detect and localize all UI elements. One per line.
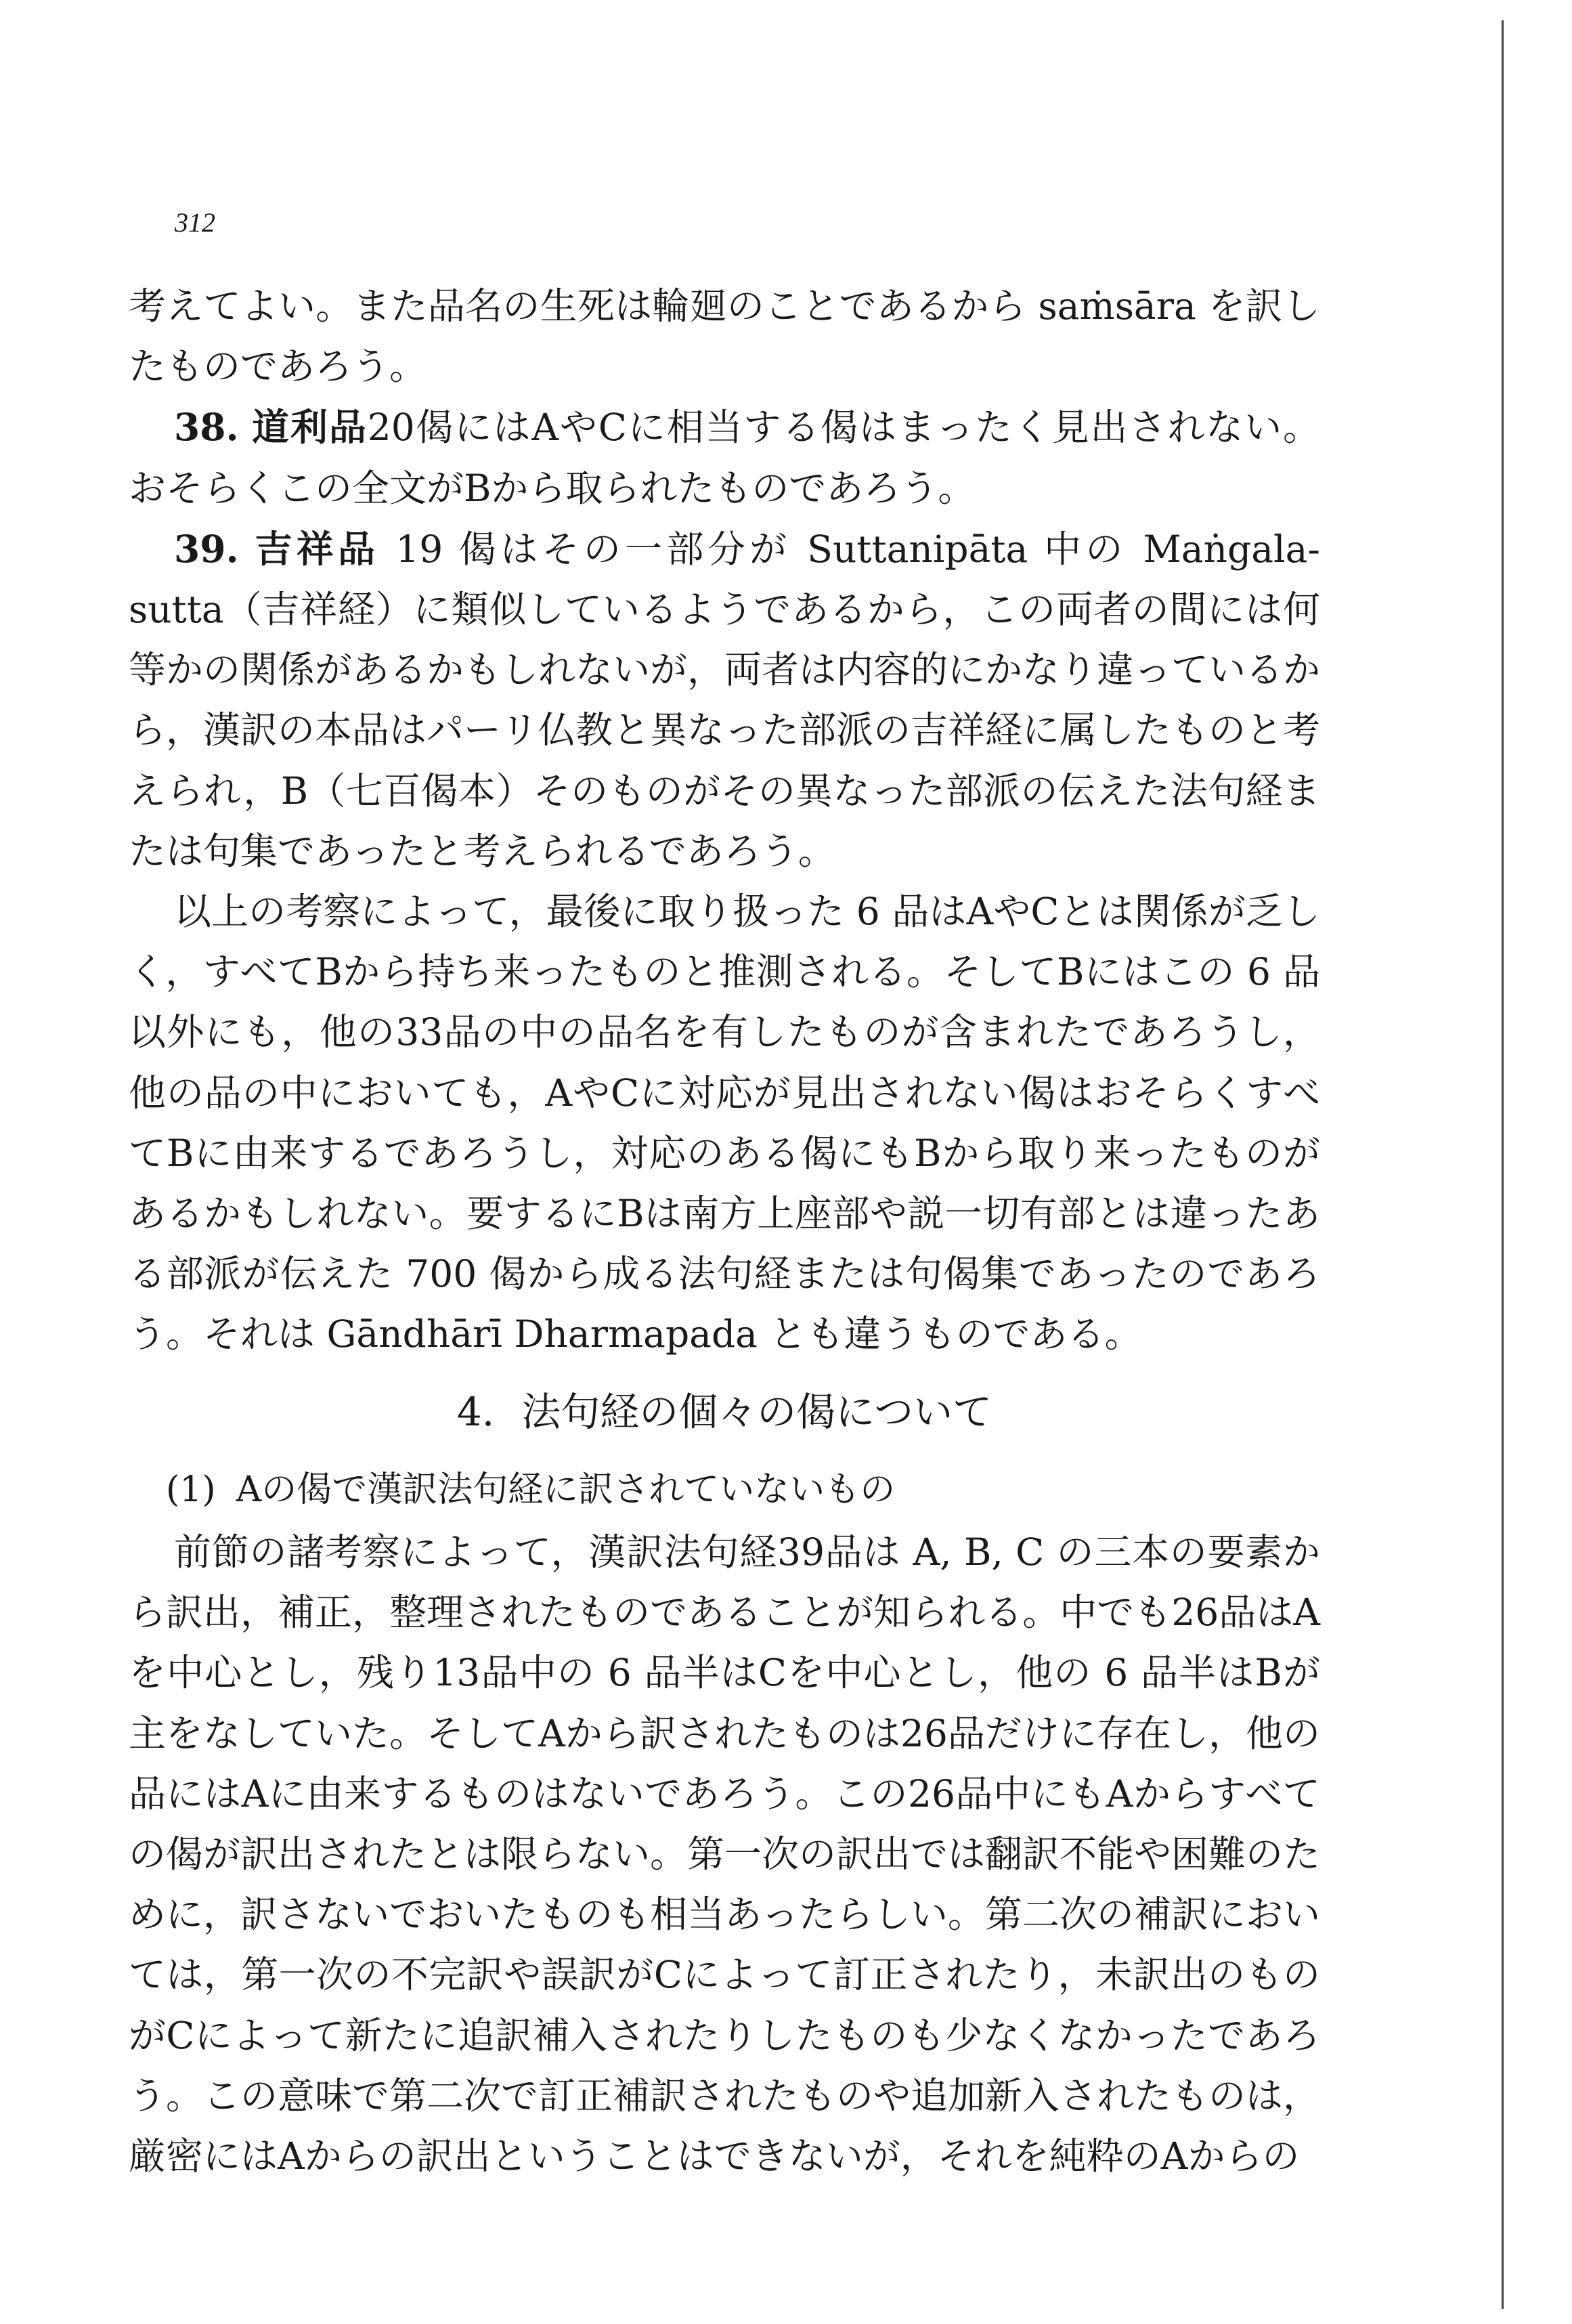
item-number: 38.: [174, 405, 239, 450]
paragraph-39: [129, 519, 1320, 882]
chapter-name: 道利品: [252, 405, 368, 450]
page-spine-line: [1502, 20, 1504, 2309]
subsection-title: Aの偈で漢訳法句経に訳されていないもの: [236, 1469, 896, 1510]
subsection-heading: [166, 1459, 895, 1520]
section-number: 4.: [456, 1389, 495, 1435]
body-text-top: [129, 276, 1320, 1365]
paragraph-38: [129, 397, 1320, 518]
paragraph-section-4: 前節の諸考察によって，漢訳法句経39品は A, B, C の三本の要素から訳出，補正，整理されたものであることが知られる。中でも26品はAを中心とし，残り13品中の 6 品半はCを中心とし，他の 6 品半はBが主をなしていた。そしてAから訳されたものは26品だけに存在し，他の品にはAに由来するものはないであろう。この26品中にもAからすべての偈が訳出されたとは限らない。第一次の訳出では翻訳不能や困難のために，訳さないでおいたものも相当あったらしい。第二次の補訳においては，第一次の不完訳や誤訳がCによって訂正されたり，未訳出のものがCによって新たに追訳補入されたりしたものも少なくなかったであろう。この意味で第二次で訂正補訳されたものや追加新入されたものは，厳密にはAからの訳出ということはできないが，それを純粋のAからの: [129, 1530, 1321, 2178]
chapter-name: 吉祥品: [255, 526, 380, 571]
paragraph-text: 19 偈はその一部分が Suttanipāta 中の Maṅgala-sutta（吉祥経）に類似しているようであるから，この両者の間には何等かの関係があるかもしれないが，両者は内容的にかなり違っているから，漢訳の本品はパーリ仏教と異なった部派の吉祥経に属したものと考えられ，B（七百偈本）そのものがその異なった部派の伝えた法句経または句集であったと考えられるであろう。: [129, 527, 1321, 873]
paragraph-summary: 以上の考察によって，最後に取り扱った 6 品はAやCとは関係が乏しく，すべてBから持ち来ったものと推測される。そしてBにはこの 6 品以外にも，他の33品の中の品名を有したものが含まれたであろうし，他の品の中においても，AやCに対応が見出されない偈はおそらくすべてBに由来するであろうし，対応のある偈にもBから取り来ったものがあるかもしれない。要するにBは南方上座部や説一切有部とは違ったある部派が伝えた 700 偈から成る法句経または句偈集であったのであろう。それは Gāndhārī Dharmapada とも違うものである。: [129, 890, 1320, 1356]
item-number: 39.: [174, 526, 239, 571]
section-heading: [129, 1381, 1320, 1442]
page-number: 312: [175, 207, 215, 238]
body-text-bottom: [129, 1522, 1320, 2187]
section-title: 法句経の個々の偈について: [521, 1389, 992, 1435]
subsection-number: (1): [166, 1469, 216, 1510]
paragraph-text: 20偈にはAやCに相当する偈はまったく見出されない。おそらくこの全文がBから取られたものであろう。: [129, 406, 1320, 510]
paragraph-continuation: 考えてよい。また品名の生死は輪廻のことであるから saṁsāra を訳したものであろう。: [129, 284, 1320, 389]
